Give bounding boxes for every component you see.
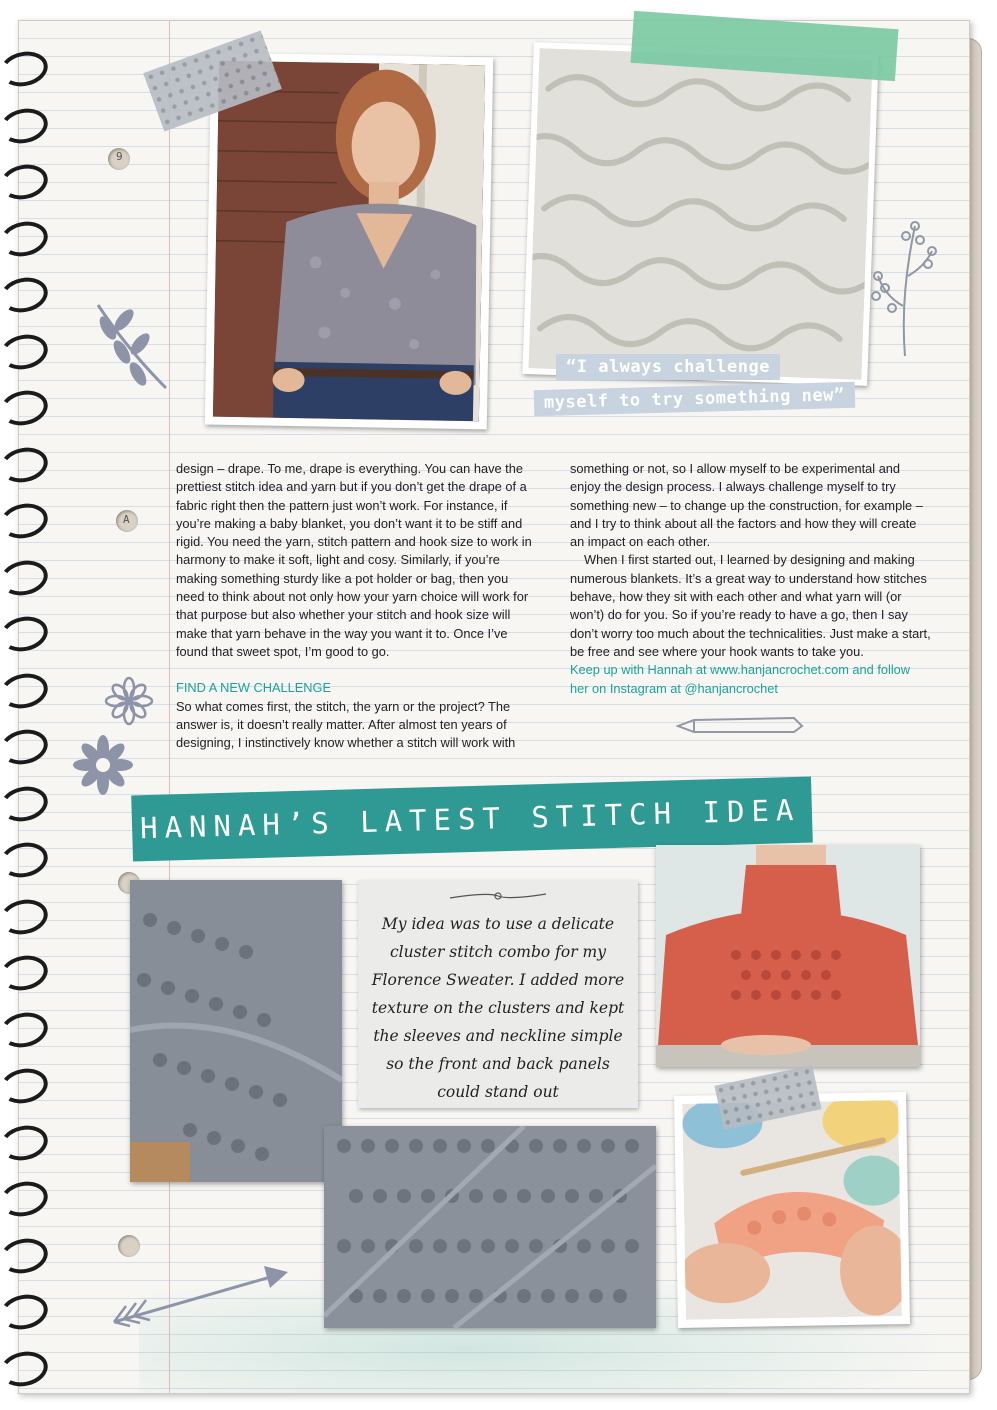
cream-swatch-photo	[522, 42, 878, 386]
coral-sweater-photo	[656, 845, 920, 1067]
grey-swatch-closeup-image	[324, 1126, 656, 1328]
note-text: My idea was to use a delicate cluster stitch combo for my Florence Sweater. I added more texture on the clusters and kept the sleeves and neckline simple so the front and back panels could stand out	[371, 915, 625, 1101]
promo-link-text[interactable]: Keep up with Hannah at www.hanjancrochet.com and follow her on Instagram at @hanjancrochet	[570, 662, 911, 696]
grey-swatch-image	[130, 880, 342, 1182]
grey-swatch-closeup-photo	[324, 1126, 656, 1328]
portrait-image	[213, 61, 485, 422]
pull-quote-line2: myself to try something new”	[534, 382, 855, 416]
grey-swatch-photo	[130, 880, 342, 1182]
left-paragraph-2: So what comes first, the stitch, the yarn or the project? The answer is, it doesn’t really matter. After almost ten years of designing, I instinctively know whether a stitch will work with	[176, 698, 516, 751]
crochet-hook-photo	[674, 1092, 910, 1328]
handwritten-note-card	[358, 880, 638, 1108]
berry-sprig-icon	[870, 216, 940, 361]
right-paragraph-1: something or not, so I allow myself to be experimental and enjoy the design process. I always challenge myself to try something new – to change up the construction, for example – and I try to think about all the factors and how they will create an impact on each other.	[570, 461, 923, 550]
crochet-hook-image	[682, 1100, 902, 1320]
banner-title: HANNAH’S LATEST STITCH IDEA	[139, 792, 801, 846]
portrait-photo	[205, 53, 493, 430]
flower-filled-icon	[72, 734, 134, 796]
arrow-icon	[104, 1262, 294, 1332]
coral-sweater-image	[656, 845, 920, 1067]
right-paragraph-2: When I first started out, I learned by designing and making numerous blankets. It’s a great way to understand how stitches behave, how they sit with each other and what yarn will (or won’t) do for you. So if you’re ready to have a go, then I say don’t worry too much about the technicalities. Just make a start, be free and see where your hook wants to take you.	[570, 552, 931, 659]
pencil-icon	[676, 714, 806, 736]
hole-label-middle: A	[123, 513, 130, 526]
section-subhead: FIND A NEW CHALLENGE	[176, 680, 332, 696]
flourish-icon	[448, 888, 548, 904]
hole-label-top: 9	[116, 150, 123, 163]
right-text-column	[570, 460, 932, 698]
left-paragraph-1: design – drape. To me, drape is everything. You can have the prettiest stitch idea and yarn but if you don’t get the drape of a fabric right then the pattern just won’t work. For instance, if you’re making a baby blanket, you don’t want it to be stiff and rigid. You need the yarn, stitch pattern and hook size to work in harmony to make it soft, light and cosy. Similarly, if you’re making something sturdy like a pot holder or bag, then you need to think about not only how your yarn choice will work for that purpose but also whether your stitch and hook size will make that yarn behave in the way you want it to. Once I’ve found that sweet spot, I’m good to go.	[176, 461, 532, 659]
margin-line	[169, 21, 170, 1393]
cream-swatch-image	[529, 48, 873, 379]
punch-hole	[118, 1235, 140, 1257]
pull-quote-line1: “I always challenge	[556, 354, 780, 380]
flower-icon	[104, 676, 154, 726]
leaf-sprig-icon	[88, 300, 178, 395]
left-text-column	[176, 460, 538, 752]
